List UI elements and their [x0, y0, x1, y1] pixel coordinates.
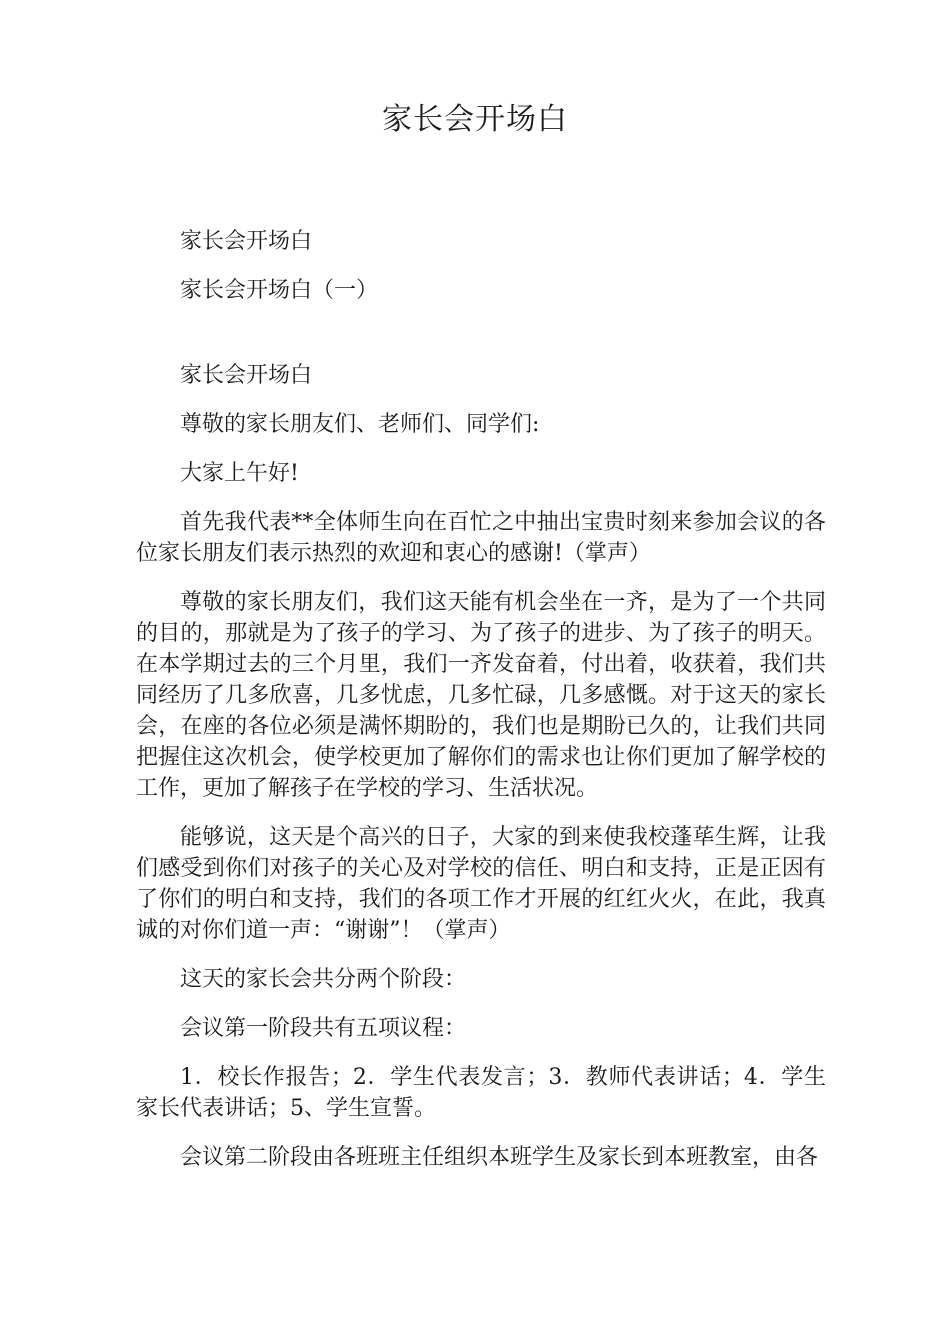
paragraph-stages: 这天的家长会共分两个阶段：: [180, 967, 467, 992]
paragraph-heading-3: 家长会开场白: [180, 363, 313, 388]
document-title: 家长会开场白: [382, 102, 568, 137]
paragraph-agenda: 1．校长作报告；2．学生代表发言；3．教师代表讲话；4．学生家长代表讲话；5、学生宣誓。: [136, 1065, 826, 1121]
paragraph-purpose: 尊敬的家长朋友们，我们这天能有机会坐在一齐，是为了一个共同的目的，那就是为了孩子的学习、为了孩子的进步、为了孩子的明天。在本学期过去的三个月里，我们一齐发奋着，付出着，收获着，我们共同经历了几多欣喜，几多忧虑，几多忙碌，几多感慨。对于这天的家长会，在座的各位必须是满怀期盼的，我们也是期盼已久的，让我们共同把握住这次机会，使学校更加了解你们的需求也让你们更加了解学校的工作，更加了解孩子在学校的学习、生活状况。: [136, 590, 826, 801]
paragraph-thanks: 能够说，这天是个高兴的日子，大家的到来使我校蓬荜生辉，让我们感受到你们对孩子的关心及对学校的信任、明白和支持，正是正因有了你们的明白和支持，我们的各项工作才开展的红红火火，在此，我真诚的对你们道一声：“谢谢”！（掌声）: [136, 825, 826, 943]
paragraph-heading-1: 家长会开场白: [180, 229, 313, 254]
paragraph-stage-two: 会议第二阶段由各班班主任组织本班学生及家长到本班教室，由各: [180, 1145, 819, 1170]
document-body: [136, 226, 826, 1191]
spacer: [136, 324, 826, 360]
paragraph-stage-one: 会议第一阶段共有五项议程：: [180, 1016, 467, 1041]
paragraph-heading-2: 家长会开场白（一）: [180, 278, 379, 303]
paragraph-welcome: 首先我代表**全体师生向在百忙之中抽出宝贵时刻来参加会议的各位家长朋友们表示热烈的欢迎和衷心的感谢!（掌声）: [136, 510, 826, 566]
paragraph-salutation: 尊敬的家长朋友们、老师们、同学们:: [180, 412, 540, 437]
paragraph-greeting: 大家上午好!: [180, 461, 299, 486]
